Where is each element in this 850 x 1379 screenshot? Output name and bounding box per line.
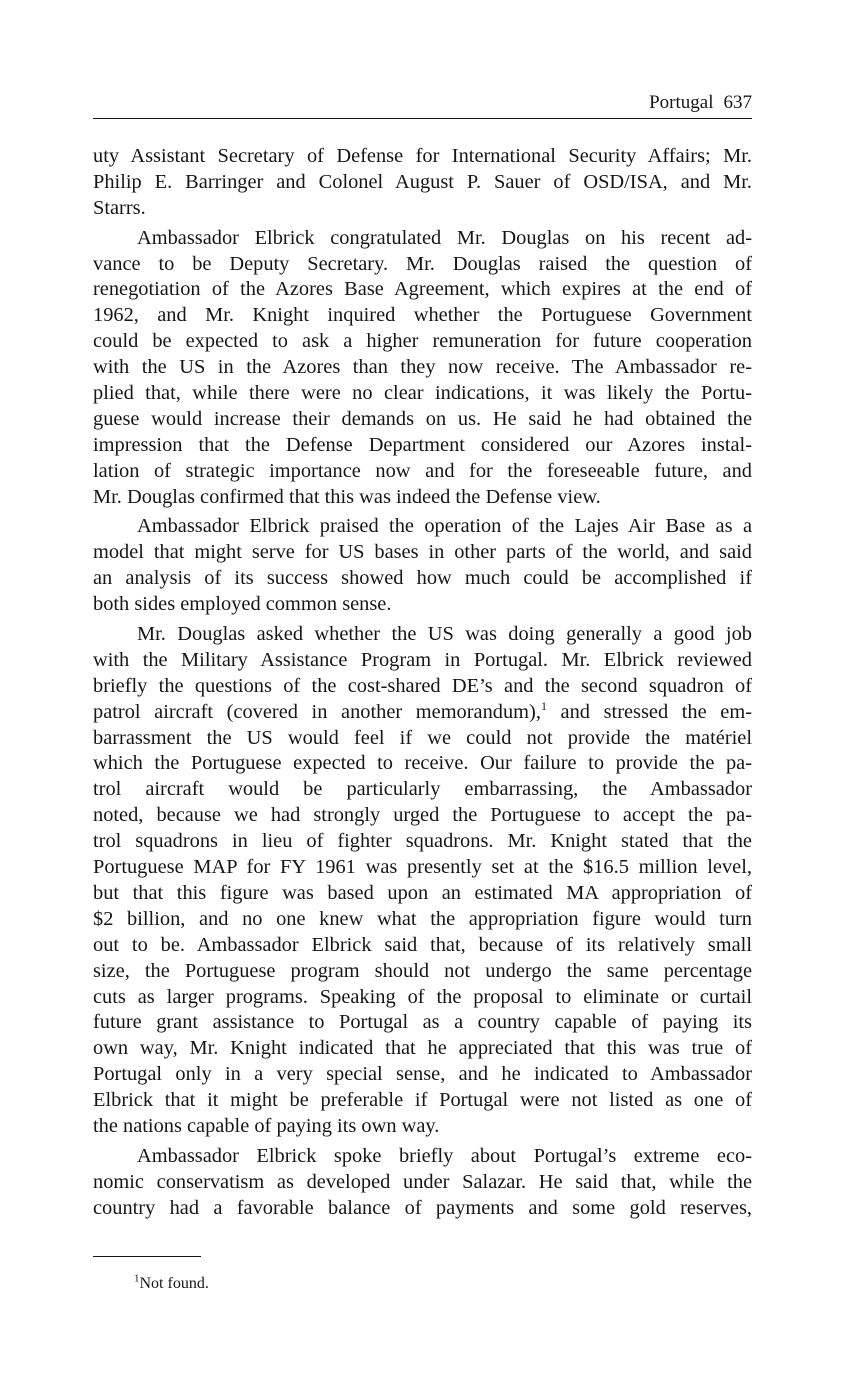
text-line: country had a favorable balance of payments and some gold reserves,	[93, 1196, 752, 1219]
footnote-reference: 1	[540, 699, 547, 713]
paragraph-economic-conservatism	[93, 1144, 752, 1222]
text-line: could be expected to ask a higher remuneration for future cooperation	[93, 330, 752, 353]
text-line: which the Portuguese expected to receive. Our failure to provide the pa-	[93, 752, 752, 775]
running-head	[649, 91, 752, 115]
section-title: Portugal	[649, 92, 714, 113]
text-line: barrassment the US would feel if we could not provide the matériel	[93, 726, 752, 749]
text-line: Starrs.	[93, 196, 146, 219]
header-rule	[93, 118, 752, 119]
paragraph-azores-agreement	[93, 226, 752, 511]
text-line: the nations capable of paying its own way.	[93, 1114, 440, 1137]
text-line: both sides employed common sense.	[93, 593, 392, 616]
paragraph-continued	[93, 144, 752, 222]
text-line: model that might serve for US bases in other parts of the world, and said	[93, 541, 752, 564]
footnote	[134, 1274, 209, 1294]
text-line: lation of strategic importance now and for the foreseeable future, and	[93, 459, 752, 482]
text-line: Philip E. Barringer and Colonel August P. Sauer of OSD/ISA, and Mr.	[93, 170, 752, 193]
text-line: out to be. Ambassador Elbrick said that, because of its relatively small	[93, 933, 752, 956]
text-line: $2 billion, and no one knew what the appropriation figure would turn	[93, 907, 752, 930]
text-line: Portuguese MAP for FY 1961 was presently set at the $16.5 million level,	[93, 856, 752, 879]
text-line: 1962, and Mr. Knight inquired whether the Portuguese Government	[93, 304, 752, 327]
text-line: but that this figure was based upon an estimated MA appropriation of	[93, 881, 752, 904]
text-line: renegotiation of the Azores Base Agreement, which expires at the end of	[93, 278, 752, 301]
text-line: future grant assistance to Portugal as a country capable of paying its	[93, 1011, 752, 1034]
text-line: with the US in the Azores than they now receive. The Ambassador re-	[93, 356, 752, 379]
line-text-continuation: and stressed the em-	[546, 700, 752, 723]
text-line: plied that, while there were no clear indications, it was likely the Portu-	[93, 382, 752, 405]
text-line: an analysis of its success showed how much could be accomplished if	[93, 567, 752, 590]
paragraph-lajes-air-base	[93, 514, 752, 618]
text-line: uty Assistant Secretary of Defense for International Security Affairs; Mr.	[93, 145, 752, 167]
text-line: Elbrick that it might be preferable if Portugal were not listed as one of	[93, 1089, 752, 1112]
text-line: Portugal only in a very special sense, and he indicated to Ambassador	[93, 1063, 752, 1086]
text-line: own way, Mr. Knight indicated that he appreciated that this was true of	[93, 1037, 752, 1060]
text-line: trol aircraft would be particularly embarrassing, the Ambassador	[93, 778, 752, 801]
text-line: Mr. Douglas asked whether the US was doing generally a good job	[137, 623, 752, 646]
footnote-text: Not found.	[139, 1275, 209, 1292]
text-line: guese would increase their demands on us. He said he had obtained the	[93, 407, 752, 430]
line-text: patrol aircraft (covered in another memorandum),	[93, 700, 541, 723]
body-text	[93, 144, 752, 1222]
text-line: with the Military Assistance Program in Portugal. Mr. Elbrick reviewed	[93, 648, 752, 671]
text-line: Mr. Douglas confirmed that this was indeed the Defense view.	[93, 485, 601, 508]
text-line: impression that the Defense Department considered our Azores instal-	[93, 433, 752, 456]
page-header	[93, 91, 752, 119]
text-line: nomic conservatism as developed under Salazar. He said that, while the	[93, 1170, 752, 1193]
text-line: Ambassador Elbrick spoke briefly about Portugal’s extreme eco-	[137, 1144, 752, 1167]
paragraph-military-assistance	[93, 622, 752, 1140]
text-line: Ambassador Elbrick praised the operation of the Lajes Air Base as a	[137, 515, 752, 538]
text-line-with-footnote	[93, 700, 752, 726]
text-line: Ambassador Elbrick congratulated Mr. Douglas on his recent ad-	[137, 226, 752, 249]
footnote-marker: 1	[134, 1272, 140, 1285]
text-line: size, the Portuguese program should not undergo the same percentage	[93, 959, 752, 982]
text-line: trol squadrons in lieu of fighter squadrons. Mr. Knight stated that the	[93, 830, 752, 853]
text-line: cuts as larger programs. Speaking of the proposal to eliminate or curtail	[93, 985, 752, 1008]
text-line: briefly the questions of the cost-shared DE’s and the second squadron of	[93, 674, 752, 697]
text-line: vance to be Deputy Secretary. Mr. Douglas raised the question of	[93, 252, 752, 275]
page-number: 637	[723, 92, 752, 113]
text-line: noted, because we had strongly urged the Portuguese to accept the pa-	[93, 804, 752, 827]
footnote-rule	[93, 1256, 201, 1257]
